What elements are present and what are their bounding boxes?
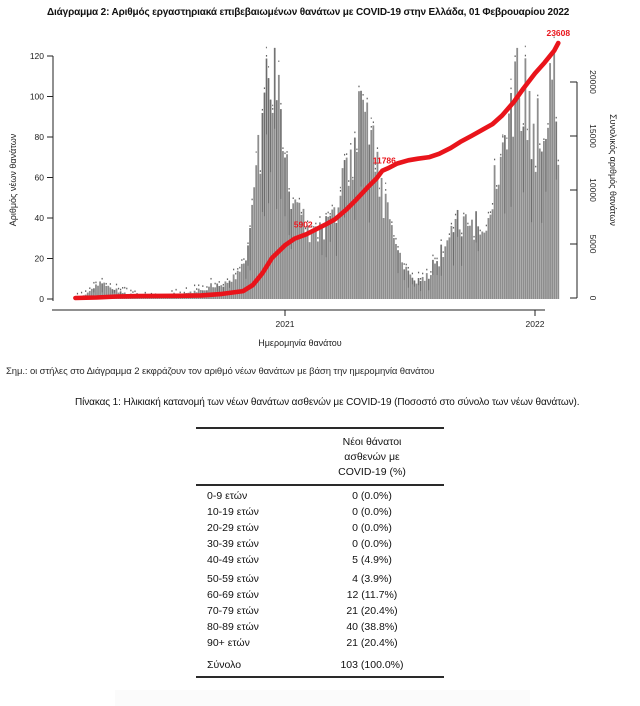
- right-axis-tick-label: 5000: [588, 234, 598, 254]
- line-annotation: 5902: [293, 219, 313, 230]
- table-header-line1: Νέοι θάνατοι: [342, 436, 402, 448]
- age-group-value: 5 (4.9%): [352, 554, 392, 566]
- table-row: [196, 571, 444, 587]
- x-axis-tick-label: 2022: [525, 319, 545, 329]
- age-group-label: 80-89 ετών: [207, 621, 259, 633]
- x-axis-tick-label: 2021: [275, 319, 295, 329]
- left-axis-tick-label: 120: [29, 51, 44, 61]
- right-axis-title: Συνολικός αριθμός θανάτων: [608, 114, 618, 226]
- table-row: [196, 520, 444, 536]
- age-group-value: 4 (3.9%): [352, 573, 392, 585]
- age-group-label: 50-59 ετών: [207, 573, 259, 585]
- table-row: [196, 552, 444, 568]
- left-axis-tick-label: 40: [34, 213, 44, 223]
- table-header-line2: ασθενών με: [344, 451, 400, 463]
- total-label: Σύνολο: [207, 659, 242, 671]
- table-row: [196, 488, 444, 504]
- table-row: [196, 536, 444, 552]
- age-group-value: 0 (0.0%): [352, 506, 392, 518]
- left-axis-tick-label: 100: [29, 91, 44, 102]
- right-axis-tick-label: 15000: [588, 124, 598, 148]
- chart-title: Διάγραμμα 2: Αριθμός εργαστηριακά επιβεβαιωμένων θανάτων με COVID-19 στην Ελλάδα, 01 Φεβρουαρίου 2022: [47, 7, 570, 18]
- right-axis-tick-label: 20000: [588, 70, 598, 94]
- age-group-label: 20-29 ετών: [207, 522, 259, 534]
- chart-footnote: Σημ.: οι στήλες στο Διάγραμμα 2 εκφράζουν τον αριθμό νέων θανάτων με βάση την ημερομηνία θανάτου: [6, 366, 435, 377]
- table-row: [196, 504, 444, 520]
- table-row: [196, 635, 444, 651]
- left-axis-tick-label: 80: [34, 132, 44, 142]
- age-group-label: 60-69 ετών: [207, 589, 259, 601]
- age-group-value: 40 (38.8%): [346, 621, 398, 633]
- age-group-label: 10-19 ετών: [207, 506, 259, 518]
- right-axis-tick-label: 10000: [588, 178, 598, 202]
- left-axis-tick-label: 0: [39, 294, 44, 304]
- age-group-label: 30-39 ετών: [207, 538, 259, 550]
- total-value: 103 (100.0%): [340, 659, 404, 671]
- age-group-value: 21 (20.4%): [346, 605, 398, 617]
- table-total-row: [196, 656, 444, 676]
- left-axis-tick-label: 20: [34, 253, 44, 264]
- age-group-value: 21 (20.4%): [346, 637, 398, 649]
- table-title: Πίνακας 1: Ηλικιακή κατανομή των νέων θανάτων ασθενών με COVID-19 (Ποσοστό στο σύνολο των νέων θανάτων).: [75, 397, 580, 408]
- left-axis-tick-label: 60: [34, 172, 44, 183]
- left-axis: [8, 51, 53, 304]
- left-axis-title: Αριθμός νέων θανάτων: [8, 133, 18, 227]
- x-axis: [52, 310, 545, 348]
- line-annotation: 23608: [546, 28, 571, 38]
- table-row: [196, 587, 444, 603]
- age-distribution-table: [196, 427, 444, 678]
- page-footer-strip: [115, 690, 530, 706]
- age-group-value: 0 (0.0%): [352, 538, 392, 550]
- table-header-line3: COVID-19 (%): [338, 466, 406, 478]
- age-group-label: 70-79 ετών: [207, 605, 259, 617]
- age-group-value: 12 (11.7%): [346, 589, 398, 601]
- age-group-label: 0-9 ετών: [207, 490, 248, 502]
- age-group-label: 40-49 ετών: [207, 554, 259, 566]
- age-group-label: 90+ ετών: [207, 637, 250, 649]
- daily-deaths-bars: [77, 37, 560, 299]
- x-axis-title: Ημερομηνία θανάτου: [258, 338, 342, 348]
- table-row: [196, 603, 444, 619]
- age-group-value: 0 (0.0%): [352, 490, 392, 502]
- right-axis-tick-label: 0: [588, 295, 598, 301]
- line-annotation: 11786: [372, 155, 396, 166]
- age-group-value: 0 (0.0%): [352, 522, 392, 534]
- table-header: [196, 429, 444, 486]
- right-axis: [570, 70, 618, 300]
- table-row: [196, 619, 444, 635]
